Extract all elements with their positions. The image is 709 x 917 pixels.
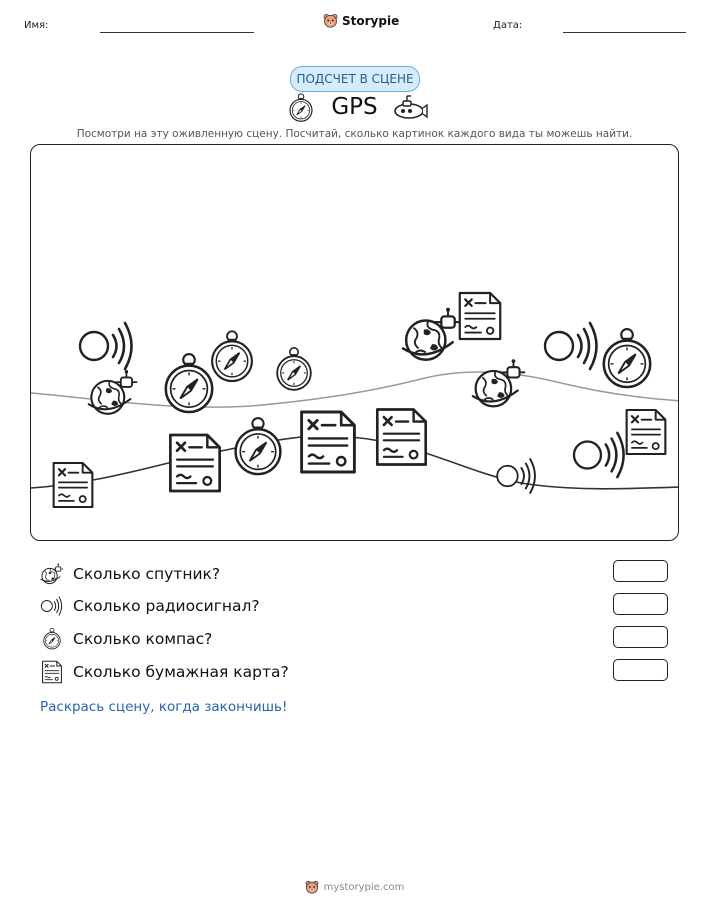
question-text: Сколько спутник? [73,565,221,583]
compass-icon [277,348,311,390]
question-row-radio [40,594,260,618]
counting-scene [30,144,679,541]
satellite-icon [89,370,138,414]
answer-box-satellite[interactable] [613,560,668,582]
scene-counting-badge: ПОДСЧЕТ В СЦЕНЕ [290,66,420,92]
satellite-icon [473,359,525,406]
question-text: Сколько компас? [73,630,213,648]
compass-icon [166,354,212,412]
answer-box-compass[interactable] [613,626,668,648]
brand-name: Storypie [342,13,400,28]
answer-box-radio[interactable] [613,593,668,615]
name-line[interactable] [100,32,254,33]
footer [0,880,709,894]
compass-icon [604,329,650,387]
storypie-bear-icon [323,13,338,28]
name-label: Имя: [24,20,49,31]
instructions-text: Посмотри на эту оживленную сцену. Посчитай, сколько картинок каждого вида ты можешь найти. [76,128,633,140]
question-row-compass [40,627,212,651]
storypie-bear-icon [305,880,319,894]
answer-box-map[interactable] [613,659,668,681]
satellite-icon [403,308,461,360]
radio-signal-icon [545,323,597,369]
question-text: Сколько радиосигнал? [73,597,260,615]
brand-logo [323,13,399,28]
radio-signal-icon [40,595,64,617]
title-submarine-icon [392,95,428,125]
radio-signal-icon [574,433,624,477]
radio-signal-icon [497,459,535,493]
paper-map-icon [377,410,425,465]
compass-icon [236,418,281,474]
paper-map-icon [170,435,219,491]
question-row-satellite [40,562,220,586]
page-title: GPS [331,94,378,120]
satellite-icon [40,563,64,585]
compass-icon [40,627,64,651]
question-row-map [40,660,289,684]
paper-map-icon [54,463,93,507]
paper-map-icon [302,412,355,472]
question-text: Сколько бумажная карта? [73,663,289,681]
coloring-note: Раскрась сцену, когда закончишь! [40,699,288,715]
paper-map-icon [40,660,64,684]
date-line[interactable] [563,32,686,33]
footer-url[interactable]: mystorypie.com [323,881,405,893]
radio-signal-icon [80,323,132,369]
compass-icon [212,331,252,381]
date-label: Дата: [493,20,523,31]
paper-map-icon [627,410,666,454]
paper-map-icon [460,293,500,339]
